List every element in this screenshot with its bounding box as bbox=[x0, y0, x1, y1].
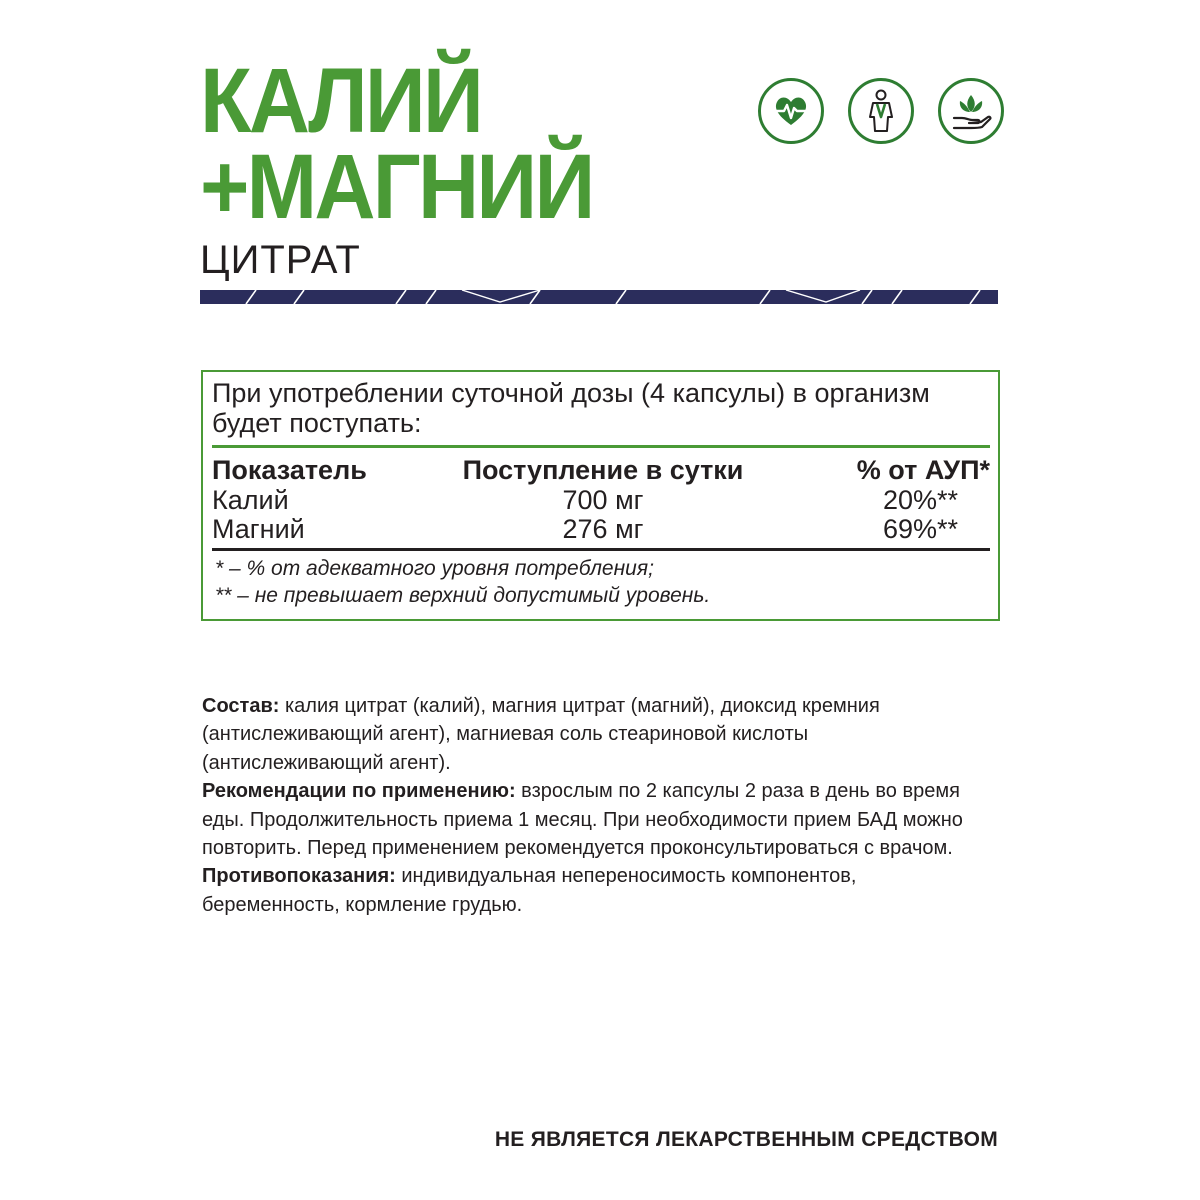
header-daily-intake: Поступление в сутки bbox=[462, 455, 744, 485]
header-indicator: Показатель bbox=[212, 455, 367, 485]
decorative-band bbox=[200, 290, 998, 304]
footnote-1: * – % от адекватного уровня потребления; bbox=[215, 557, 654, 580]
body-figure-icon bbox=[848, 78, 914, 144]
benefit-icons bbox=[758, 78, 1004, 144]
composition-label: Состав: bbox=[202, 695, 280, 717]
product-title-line-1: КАЛИЙ bbox=[200, 50, 482, 152]
dose-intro: При употреблении суточной дозы (4 капсулы) в организм будет поступать: bbox=[212, 378, 930, 438]
lotus-hand-icon bbox=[938, 78, 1004, 144]
usage-label: Рекомендации по применению: bbox=[202, 780, 516, 803]
heart-pulse-icon bbox=[758, 78, 824, 144]
composition-text: калия цитрат (калий), магния цитрат (магний), диоксид кремния (антислеживающий агент), магниевая соль стеариновой кислоты (антислеживающий агент). bbox=[202, 695, 880, 774]
composition-paragraph bbox=[202, 692, 992, 777]
contraindications-text: индивидуальная непереносимость компонентов, беременность, кормление грудью. bbox=[202, 865, 857, 916]
row-name: Магний bbox=[212, 514, 305, 544]
product-title bbox=[200, 50, 593, 238]
contraindications-label: Противопоказания: bbox=[202, 865, 396, 888]
nutrition-box bbox=[201, 370, 1000, 621]
row-percent: 20%** bbox=[882, 485, 958, 515]
table-top-rule bbox=[212, 445, 990, 448]
row-amount: 276 мг bbox=[562, 514, 644, 544]
usage-paragraph bbox=[202, 777, 992, 862]
row-name: Калий bbox=[212, 485, 289, 515]
disclaimer: НЕ ЯВЛЯЕТСЯ ЛЕКАРСТВЕННЫМ СРЕДСТВОМ bbox=[494, 1128, 998, 1151]
header-percent: % от АУП* bbox=[856, 455, 990, 485]
table-bottom-rule bbox=[212, 548, 990, 551]
contraindications-paragraph bbox=[202, 862, 992, 919]
row-amount: 700 мг bbox=[562, 485, 644, 515]
product-title-line-2: +МАГНИЙ bbox=[200, 136, 593, 238]
usage-text: взрослым по 2 капсулы 2 раза в день во время еды. Продолжительность приема 1 месяц. При необходимости прием БАД можно повторить. Перед применением рекомендуется проконсультироваться с врачом. bbox=[202, 780, 963, 860]
row-percent: 69%** bbox=[882, 514, 958, 544]
product-details bbox=[202, 692, 992, 919]
footnote-2: ** – не превышает верхний допустимый уровень. bbox=[215, 584, 711, 607]
product-subtitle: ЦИТРАТ bbox=[200, 238, 361, 282]
